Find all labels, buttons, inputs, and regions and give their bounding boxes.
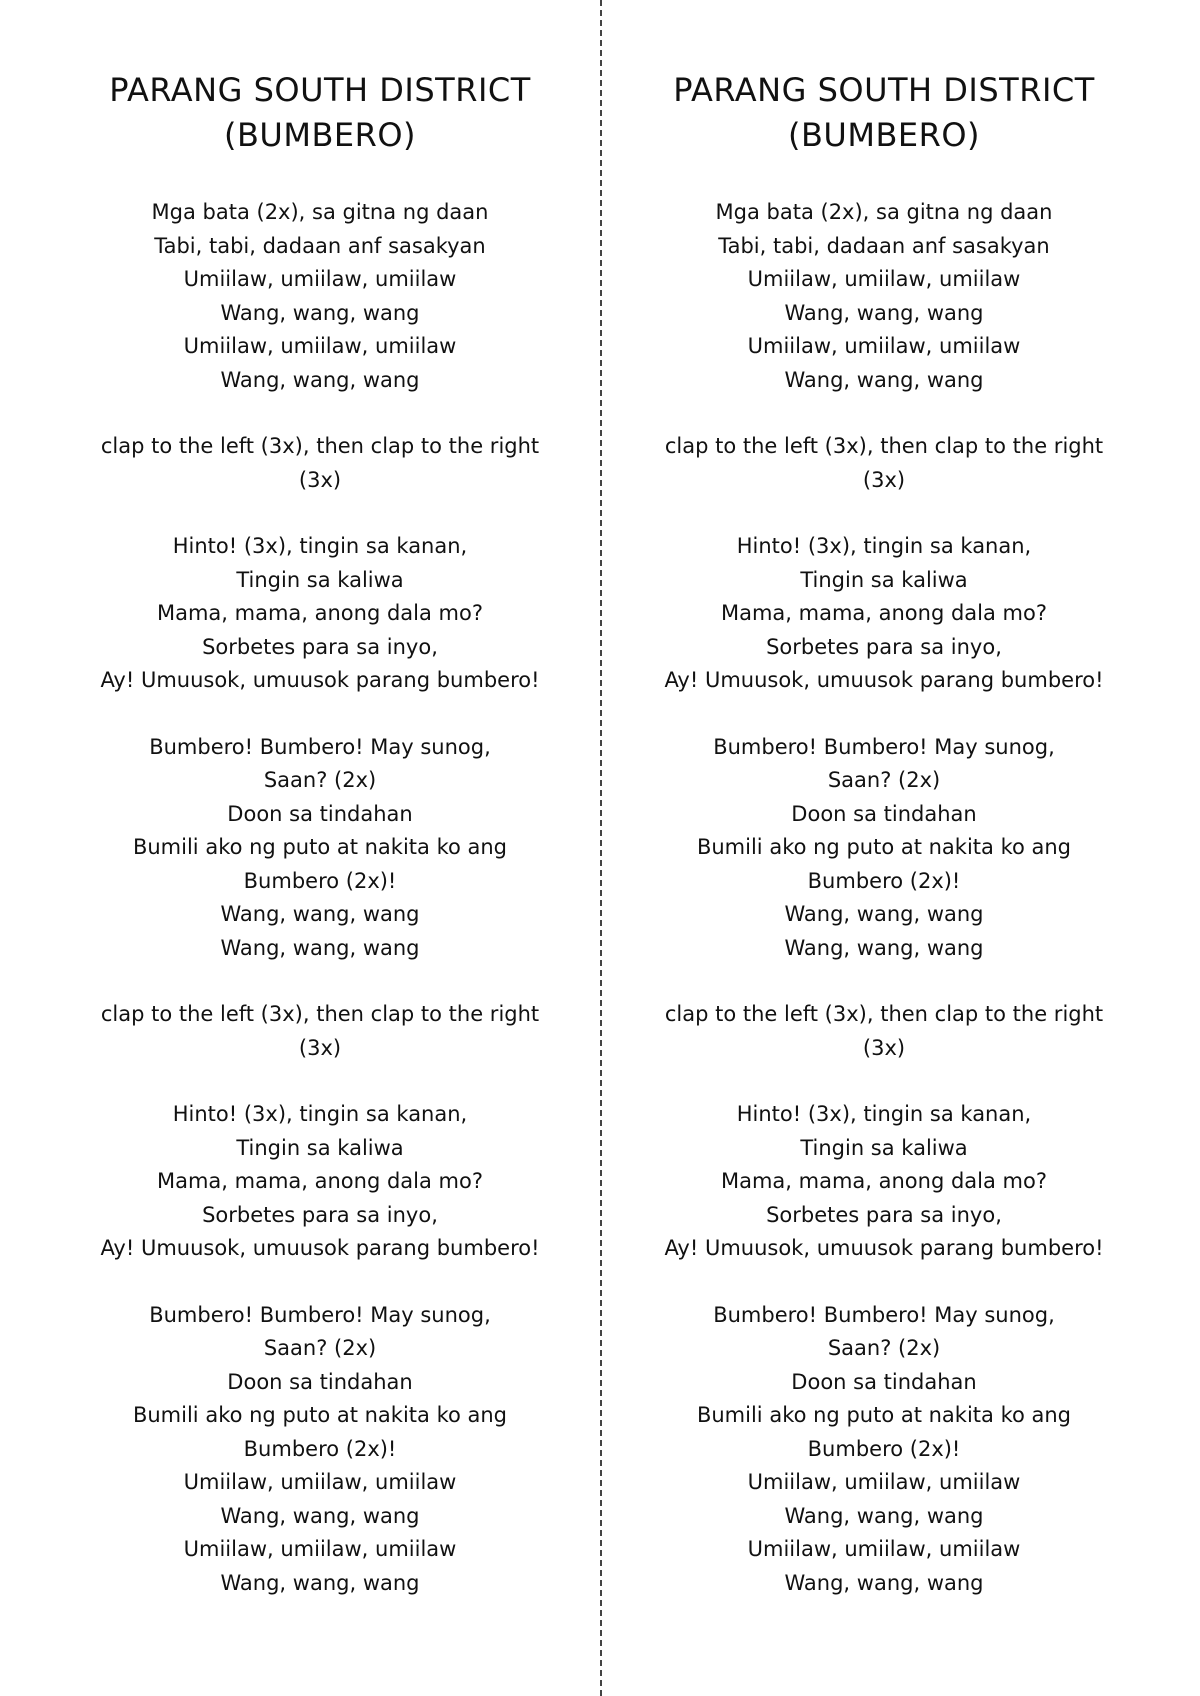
lyric-line: Wang, wang, wang [784, 902, 984, 926]
lyric-line: Umiilaw, umiilaw, umiilaw [183, 267, 457, 291]
lyric-line: Wang, wang, wang [220, 935, 420, 960]
lyric-line: Hinto! (3x), tingin sa kanan, [172, 1102, 468, 1126]
stanza [40, 196, 600, 397]
lyric-line: clap to the left (3x), then clap to the right [100, 434, 540, 458]
lyric-line: Umiilaw, umiilaw, umiilaw [183, 1470, 457, 1494]
lyric-line: Saan? (2x) [263, 1336, 377, 1360]
lyric-line: Bumbero (2x)! [243, 868, 397, 893]
lyric-line: Bumili ako ng puto at nakita ko ang [696, 835, 1072, 859]
lyric-line: Bumili ako ng puto at nakita ko ang [696, 1403, 1072, 1427]
lyric-line: Wang, wang, wang [220, 1503, 420, 1528]
lyrics-column-right [604, 68, 1164, 1633]
lyric-line: Umiilaw, umiilaw, umiilaw [183, 1537, 457, 1561]
stanza-list [604, 196, 1164, 1600]
lyric-line: Saan? (2x) [827, 1336, 941, 1360]
lyric-line: Ay! Umuusok, umuusok parang bumbero! [664, 1236, 1104, 1260]
lyric-line: (3x) [862, 1035, 906, 1060]
lyric-line: Hinto! (3x), tingin sa kanan, [736, 1102, 1032, 1126]
lyric-line: clap to the left (3x), then clap to the right [664, 1002, 1104, 1026]
lyric-line: Tingin sa kaliwa [236, 567, 404, 592]
lyric-line: Wang, wang, wang [220, 300, 420, 325]
lyric-line: Tingin sa kaliwa [800, 567, 968, 592]
lyric-line: Mama, mama, anong dala mo? [720, 601, 1048, 625]
lyric-line: Mga bata (2x), sa gitna ng daan [151, 200, 489, 224]
title-line-2: (BUMBERO) [787, 116, 981, 154]
title-line-2: (BUMBERO) [223, 116, 417, 154]
lyric-line: (3x) [298, 467, 342, 492]
lyric-line: Hinto! (3x), tingin sa kanan, [736, 534, 1032, 558]
lyric-line: Bumili ako ng puto at nakita ko ang [132, 835, 508, 859]
stanza [604, 1299, 1164, 1601]
lyric-line: Mama, mama, anong dala mo? [156, 601, 484, 625]
title-line-1: PARANG SOUTH DISTRICT [109, 71, 531, 109]
cut-line-divider [600, 0, 602, 1696]
lyric-line: Doon sa tindahan [791, 801, 977, 826]
stanza [40, 1299, 600, 1601]
stanza [604, 430, 1164, 497]
stanza [40, 1098, 600, 1266]
lyric-line: Umiilaw, umiilaw, umiilaw [747, 1537, 1021, 1561]
page-title [604, 68, 1164, 158]
stanza [604, 1098, 1164, 1266]
lyric-line: (3x) [862, 467, 906, 492]
lyric-line: Bumbero! Bumbero! May sunog, [149, 734, 491, 759]
stanza [604, 196, 1164, 397]
lyric-line: (3x) [298, 1035, 342, 1060]
lyric-line: Ay! Umuusok, umuusok parang bumbero! [664, 668, 1104, 692]
stanza [40, 998, 600, 1065]
lyric-line: Ay! Umuusok, umuusok parang bumbero! [100, 668, 540, 692]
lyric-line: Mama, mama, anong dala mo? [156, 1169, 484, 1193]
lyric-line: Hinto! (3x), tingin sa kanan, [172, 534, 468, 558]
lyric-line: Umiilaw, umiilaw, umiilaw [747, 334, 1021, 358]
lyric-line: Bumbero (2x)! [807, 1436, 961, 1461]
stanza [604, 731, 1164, 966]
stanza-list [40, 196, 600, 1600]
lyric-line: Saan? (2x) [263, 768, 377, 792]
lyric-line: Wang, wang, wang [784, 935, 984, 960]
lyric-line: Umiilaw, umiilaw, umiilaw [747, 267, 1021, 291]
lyric-line: Tingin sa kaliwa [800, 1135, 968, 1160]
stanza [40, 731, 600, 966]
lyric-line: Wang, wang, wang [220, 1570, 420, 1595]
stanza [40, 430, 600, 497]
page-title [40, 68, 600, 158]
lyric-line: Bumbero! Bumbero! May sunog, [713, 1302, 1055, 1327]
lyric-line: Saan? (2x) [827, 768, 941, 792]
lyric-line: Mama, mama, anong dala mo? [720, 1169, 1048, 1193]
lyric-line: Wang, wang, wang [220, 367, 420, 392]
lyric-line: Doon sa tindahan [227, 1369, 413, 1394]
lyric-line: Doon sa tindahan [791, 1369, 977, 1394]
lyric-line: Tingin sa kaliwa [236, 1135, 404, 1160]
lyric-line: Bumbero! Bumbero! May sunog, [713, 734, 1055, 759]
lyric-line: Mga bata (2x), sa gitna ng daan [715, 200, 1053, 224]
lyric-line: Wang, wang, wang [784, 1570, 984, 1595]
lyric-line: Doon sa tindahan [227, 801, 413, 826]
stanza [40, 530, 600, 698]
lyric-line: clap to the left (3x), then clap to the right [100, 1002, 540, 1026]
lyric-line: Sorbetes para sa inyo, [766, 1202, 1002, 1227]
lyric-line: Sorbetes para sa inyo, [766, 634, 1002, 659]
lyric-line: Bumbero (2x)! [243, 1436, 397, 1461]
lyric-line: Umiilaw, umiilaw, umiilaw [747, 1470, 1021, 1494]
stanza [604, 530, 1164, 698]
lyric-line: Tabi, tabi, dadaan anf sasakyan [718, 233, 1050, 258]
lyric-line: Bumili ako ng puto at nakita ko ang [132, 1403, 508, 1427]
title-line-1: PARANG SOUTH DISTRICT [673, 71, 1095, 109]
stanza [604, 998, 1164, 1065]
lyric-line: clap to the left (3x), then clap to the right [664, 434, 1104, 458]
lyric-line: Wang, wang, wang [784, 367, 984, 392]
lyric-line: Wang, wang, wang [784, 300, 984, 325]
lyric-line: Wang, wang, wang [220, 902, 420, 926]
lyric-line: Sorbetes para sa inyo, [202, 634, 438, 659]
lyric-line: Umiilaw, umiilaw, umiilaw [183, 334, 457, 358]
lyric-line: Ay! Umuusok, umuusok parang bumbero! [100, 1236, 540, 1260]
lyric-line: Sorbetes para sa inyo, [202, 1202, 438, 1227]
lyric-line: Wang, wang, wang [784, 1503, 984, 1528]
lyric-line: Tabi, tabi, dadaan anf sasakyan [154, 233, 486, 258]
lyrics-column-left [40, 68, 600, 1633]
lyric-line: Bumbero! Bumbero! May sunog, [149, 1302, 491, 1327]
lyric-line: Bumbero (2x)! [807, 868, 961, 893]
